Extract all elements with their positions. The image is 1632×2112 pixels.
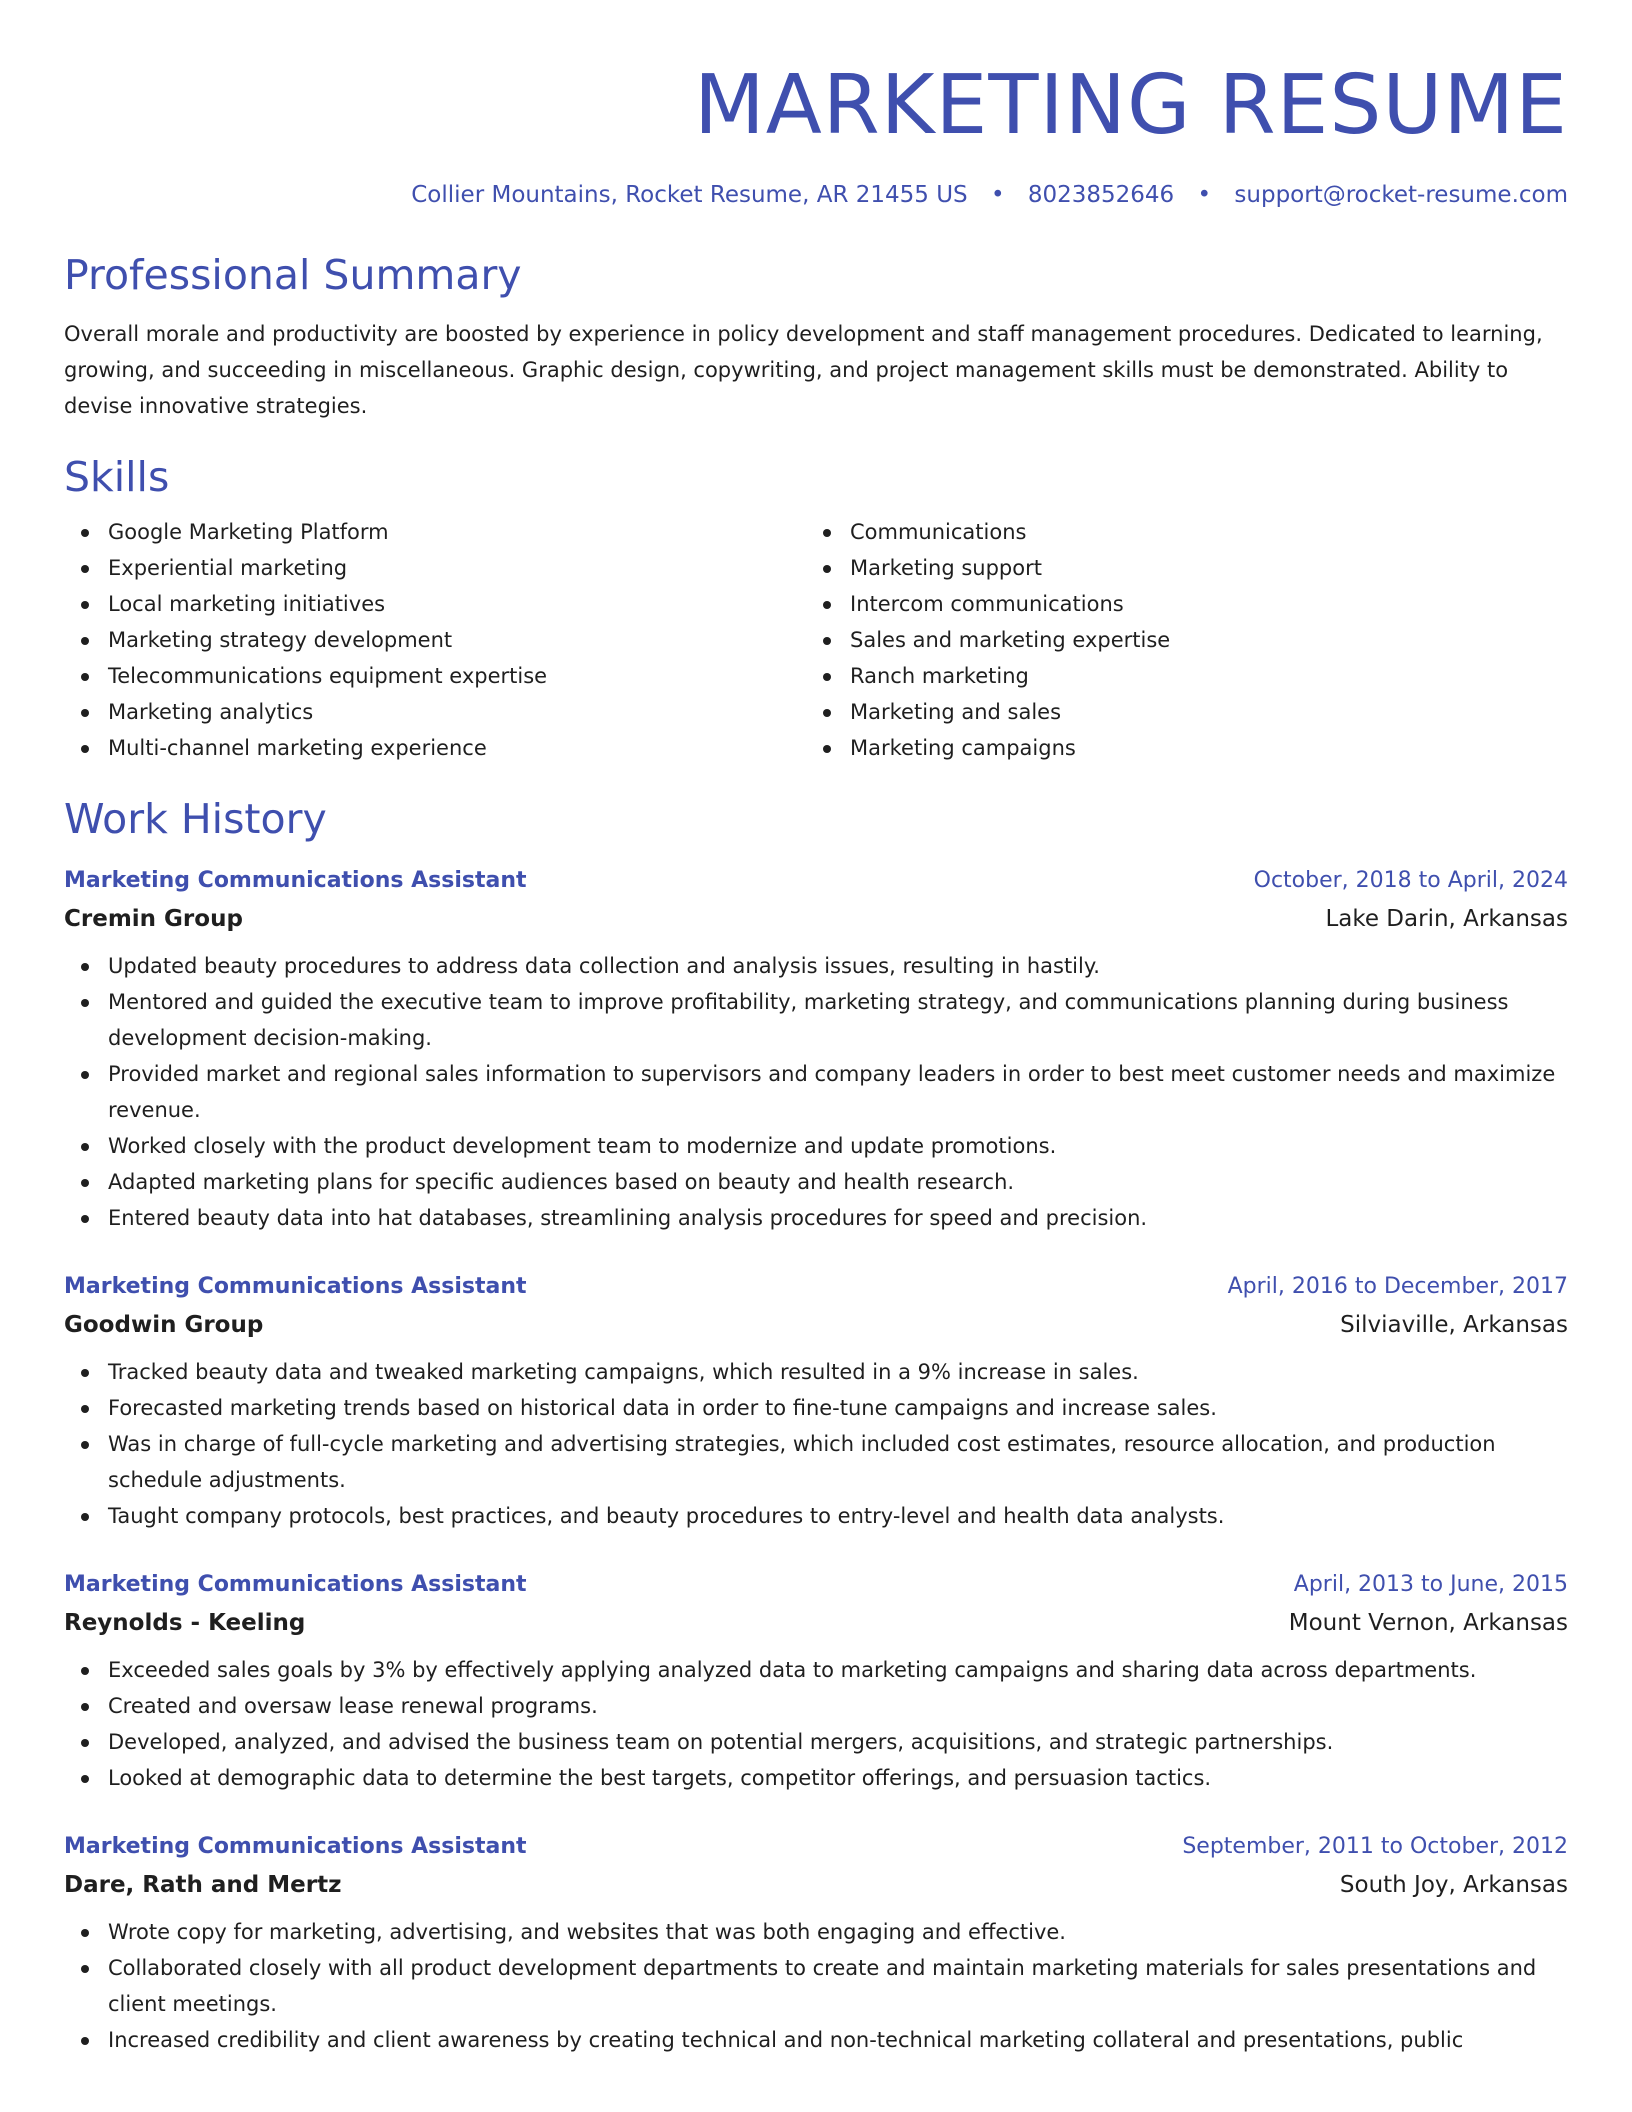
job-header	[64, 1570, 1568, 1600]
skill-item: Intercom communications	[850, 586, 1548, 622]
job-bullets	[64, 1354, 1568, 1534]
job-location: South Joy, Arkansas	[1339, 1872, 1568, 1898]
job-location: Lake Darin, Arkansas	[1325, 906, 1568, 932]
job-bullet: Worked closely with the product development team to modernize and update promotions.	[108, 1128, 1568, 1164]
job-bullet: Created and oversaw lease renewal programs.	[108, 1688, 1568, 1724]
job-bullet: Looked at demographic data to determine the best targets, competitor offerings, and persuasion tactics.	[108, 1760, 1568, 1796]
skill-item: Marketing campaigns	[850, 730, 1548, 766]
job-company: Reynolds - Keeling	[64, 1610, 306, 1636]
contact-phone: 8023852646	[1027, 182, 1175, 208]
job-bullet: Tracked beauty data and tweaked marketing campaigns, which resulted in a 9% increase in sales.	[108, 1354, 1568, 1390]
job-bullet: Mentored and guided the executive team to improve profitability, marketing strategy, and communications planning during business development decision-making.	[108, 984, 1568, 1056]
skill-item: Marketing and sales	[850, 694, 1548, 730]
job-bullet: Updated beauty procedures to address data collection and analysis issues, resulting in hastily.	[108, 948, 1568, 984]
job-location: Silviaville, Arkansas	[1340, 1312, 1568, 1338]
skill-item: Multi-channel marketing experience	[108, 730, 806, 766]
job-bullet: Taught company protocols, best practices, and beauty procedures to entry-level and health data analysts.	[108, 1498, 1568, 1534]
job-entry	[64, 1272, 1568, 1534]
job-company: Dare, Rath and Mertz	[64, 1872, 342, 1898]
job-header	[64, 866, 1568, 896]
job-company: Cremin Group	[64, 906, 243, 932]
job-dates: April, 2013 to June, 2015	[1293, 1572, 1568, 1597]
job-bullets	[64, 1914, 1568, 2058]
skill-item: Marketing support	[850, 550, 1548, 586]
job-company: Goodwin Group	[64, 1312, 264, 1338]
job-title: Marketing Communications Assistant	[64, 1834, 527, 1859]
job-dates: September, 2011 to October, 2012	[1182, 1834, 1568, 1859]
job-subheader	[64, 904, 1568, 934]
job-bullet: Increased credibility and client awareness by creating technical and non-technical marketing collateral and presentations, public	[108, 2022, 1568, 2058]
job-dates: April, 2016 to December, 2017	[1227, 1274, 1568, 1299]
skill-item: Marketing strategy development	[108, 622, 806, 658]
job-bullet: Wrote copy for marketing, advertising, and websites that was both engaging and effective.	[108, 1914, 1568, 1950]
job-subheader	[64, 1310, 1568, 1340]
skills-heading: Skills	[64, 453, 170, 501]
job-bullet: Adapted marketing plans for specific audiences based on beauty and health research.	[108, 1164, 1568, 1200]
job-bullet: Was in charge of full-cycle marketing and advertising strategies, which included cost estimates, resource allocation, and production schedule adjustments.	[108, 1426, 1568, 1498]
job-bullet: Exceeded sales goals by 3% by effectively applying analyzed data to marketing campaigns and sharing data across departments.	[108, 1652, 1568, 1688]
skills-list-left	[64, 514, 806, 766]
summary-text: Overall morale and productivity are boosted by experience in policy development and staff management procedures. Dedicated to learning, growing, and succeeding in miscellaneous. Graphic design, copywriting, and project management skills must be demonstrated. Ability to devise innovative strategies.	[64, 322, 1543, 418]
job-subheader	[64, 1608, 1568, 1638]
skills-list-right	[806, 514, 1548, 766]
summary-heading: Professional Summary	[64, 251, 522, 299]
skill-item: Telecommunications equipment expertise	[108, 658, 806, 694]
work-history-heading: Work History	[64, 795, 327, 843]
contact-address: Collier Mountains, Rocket Resume, AR 21455 US	[411, 182, 968, 208]
skill-item: Marketing analytics	[108, 694, 806, 730]
job-entry	[64, 866, 1568, 1236]
skill-item: Local marketing initiatives	[108, 586, 806, 622]
contact-separator: •	[990, 182, 1005, 208]
job-bullets	[64, 1652, 1568, 1796]
job-bullet: Collaborated closely with all product development departments to create and maintain marketing materials for sales presentations and client meetings.	[108, 1950, 1568, 2022]
job-subheader	[64, 1870, 1568, 1900]
job-title: Marketing Communications Assistant	[64, 1274, 527, 1299]
skill-item: Ranch marketing	[850, 658, 1548, 694]
job-entry	[64, 1570, 1568, 1796]
skill-item: Experiential marketing	[108, 550, 806, 586]
contact-info	[64, 180, 1568, 210]
job-bullet: Forecasted marketing trends based on historical data in order to fine-tune campaigns and increase sales.	[108, 1390, 1568, 1426]
skill-item: Sales and marketing expertise	[850, 622, 1548, 658]
job-title: Marketing Communications Assistant	[64, 868, 527, 893]
resume-title: MARKETING RESUME	[693, 58, 1568, 153]
job-location: Mount Vernon, Arkansas	[1288, 1610, 1568, 1636]
job-bullet: Entered beauty data into hat databases, streamlining analysis procedures for speed and precision.	[108, 1200, 1568, 1236]
job-entry	[64, 1832, 1568, 2058]
skill-item: Communications	[850, 514, 1548, 550]
job-header	[64, 1272, 1568, 1302]
job-bullet: Provided market and regional sales information to supervisors and company leaders in order to best meet customer needs and maximize revenue.	[108, 1056, 1568, 1128]
contact-email[interactable]: support@rocket-resume.com	[1234, 182, 1568, 208]
contact-separator: •	[1197, 182, 1212, 208]
job-dates: October, 2018 to April, 2024	[1253, 868, 1568, 893]
job-title: Marketing Communications Assistant	[64, 1572, 527, 1597]
skill-item: Google Marketing Platform	[108, 514, 806, 550]
job-header	[64, 1832, 1568, 1862]
skills-grid	[64, 514, 1568, 766]
job-bullet: Developed, analyzed, and advised the business team on potential mergers, acquisitions, and strategic partnerships.	[108, 1724, 1568, 1760]
job-bullets	[64, 948, 1568, 1236]
resume-page	[64, 0, 1568, 2058]
